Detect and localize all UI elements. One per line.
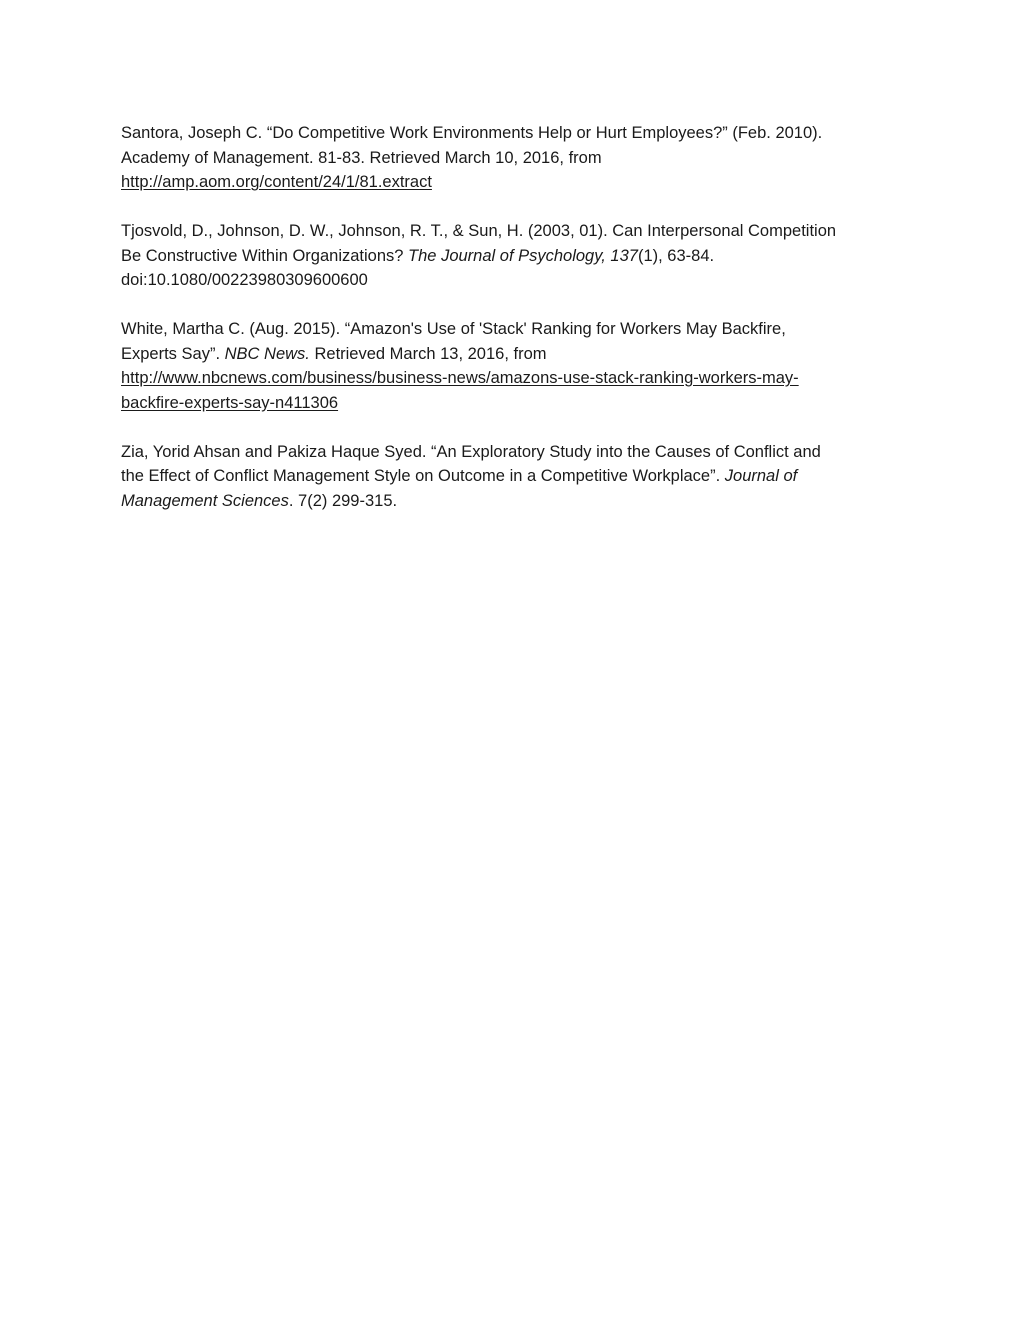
reference-tjosvold — [121, 219, 911, 293]
reference-line — [121, 366, 911, 391]
reference-text: the Effect of Conflict Management Style on Outcome in a Competitive Workplace”. — [121, 467, 725, 485]
reference-text: (1), 63-84. — [637, 246, 715, 265]
reference-text: Be Constructive Within Organizations? — [121, 246, 409, 265]
reference-line: Zia, Yorid Ahsan and Pakiza Haque Syed. “An Exploratory Study into the Causes of Conflict and — [121, 442, 821, 461]
reference-doi: doi:10.1080/00223980309600600 — [121, 271, 368, 289]
journal-title: Journal of — [724, 467, 798, 485]
reference-line — [121, 244, 911, 269]
reference-line: Tjosvold, D., Johnson, D. W., Johnson, R. T., & Sun, H. (2003, 01). Can Interpersonal Competition — [121, 222, 837, 240]
reference-line — [121, 342, 911, 367]
reference-line — [121, 170, 911, 195]
reference-santora — [121, 121, 911, 195]
reference-text: Experts Say”. — [121, 344, 225, 363]
reference-list — [121, 121, 911, 538]
journal-title: The Journal of Psychology, 137 — [408, 246, 638, 265]
reference-line — [121, 464, 911, 489]
reference-text: Retrieved March 13, 2016, from — [309, 344, 547, 363]
reference-line: Santora, Joseph C. “Do Competitive Work Environments Help or Hurt Employees?” (Feb. 2010). — [121, 124, 823, 142]
journal-title: Management Sciences — [121, 491, 289, 510]
reference-zia — [121, 440, 911, 514]
reference-line: White, Martha C. (Aug. 2015). “Amazon's Use of 'Stack' Ranking for Workers May Backfire, — [121, 320, 786, 338]
reference-line: Academy of Management. 81-83. Retrieved March 10, 2016, from — [121, 148, 602, 167]
reference-link-nbcnews-continued[interactable]: backfire-experts-say-n411306 — [121, 393, 339, 412]
reference-link-aom[interactable]: http://amp.aom.org/content/24/1/81.extract — [121, 173, 432, 191]
reference-text: . 7(2) 299-315. — [288, 491, 398, 510]
reference-line — [121, 391, 911, 416]
reference-white — [121, 317, 911, 415]
publication-title: NBC News. — [224, 344, 310, 363]
reference-line — [121, 489, 911, 514]
reference-link-nbcnews[interactable]: http://www.nbcnews.com/business/business-news/amazons-use-stack-ranking-workers-may- — [121, 369, 799, 387]
